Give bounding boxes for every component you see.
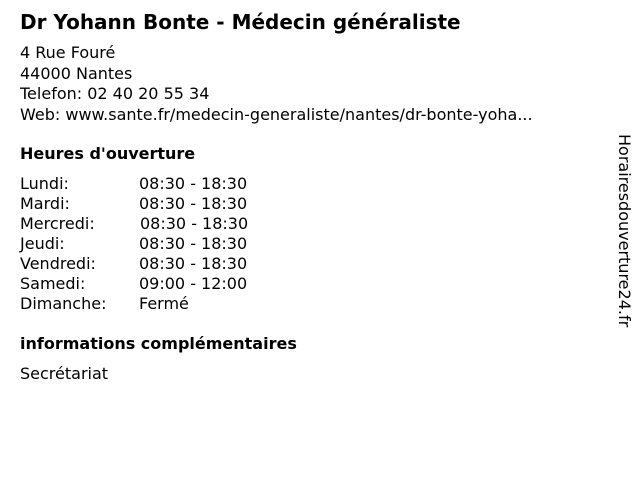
day-label: Lundi: <box>20 174 69 193</box>
opening-hours-heading: Heures d'ouverture <box>20 144 196 163</box>
day-hours: Fermé <box>139 294 189 313</box>
day-label: Vendredi: <box>20 254 96 273</box>
day-hours: 08:30 - 18:30 <box>139 194 248 213</box>
day-hours: 08:30 - 18:30 <box>140 214 249 233</box>
day-label: Dimanche: <box>20 294 107 313</box>
address-block <box>20 43 533 125</box>
day-hours: 09:00 - 12:00 <box>139 274 248 293</box>
day-hours: 08:30 - 18:30 <box>139 234 248 253</box>
day-label: Samedi: <box>20 274 86 293</box>
site-watermark: Horairesdouverture24.fr <box>615 134 634 328</box>
phone-number: Telefon: 02 40 20 55 34 <box>20 84 210 103</box>
city-postcode: 44000 Nantes <box>20 63 133 83</box>
day-label: Mercredi: <box>20 214 95 233</box>
website-link[interactable]: Web: www.sante.fr/medecin-generaliste/nantes/dr-bonte-yoha... <box>20 104 533 124</box>
day-hours: 08:30 - 18:30 <box>139 174 248 193</box>
street-address: 4 Rue Fouré <box>20 43 116 62</box>
day-label: Mardi: <box>20 194 70 213</box>
additional-info-heading: informations complémentaires <box>20 334 297 353</box>
day-label: Jeudi: <box>20 234 65 253</box>
page-title: Dr Yohann Bonte - Médecin généraliste <box>20 10 461 34</box>
additional-info-text: Secrétariat <box>20 364 109 383</box>
day-hours: 08:30 - 18:30 <box>139 254 248 273</box>
